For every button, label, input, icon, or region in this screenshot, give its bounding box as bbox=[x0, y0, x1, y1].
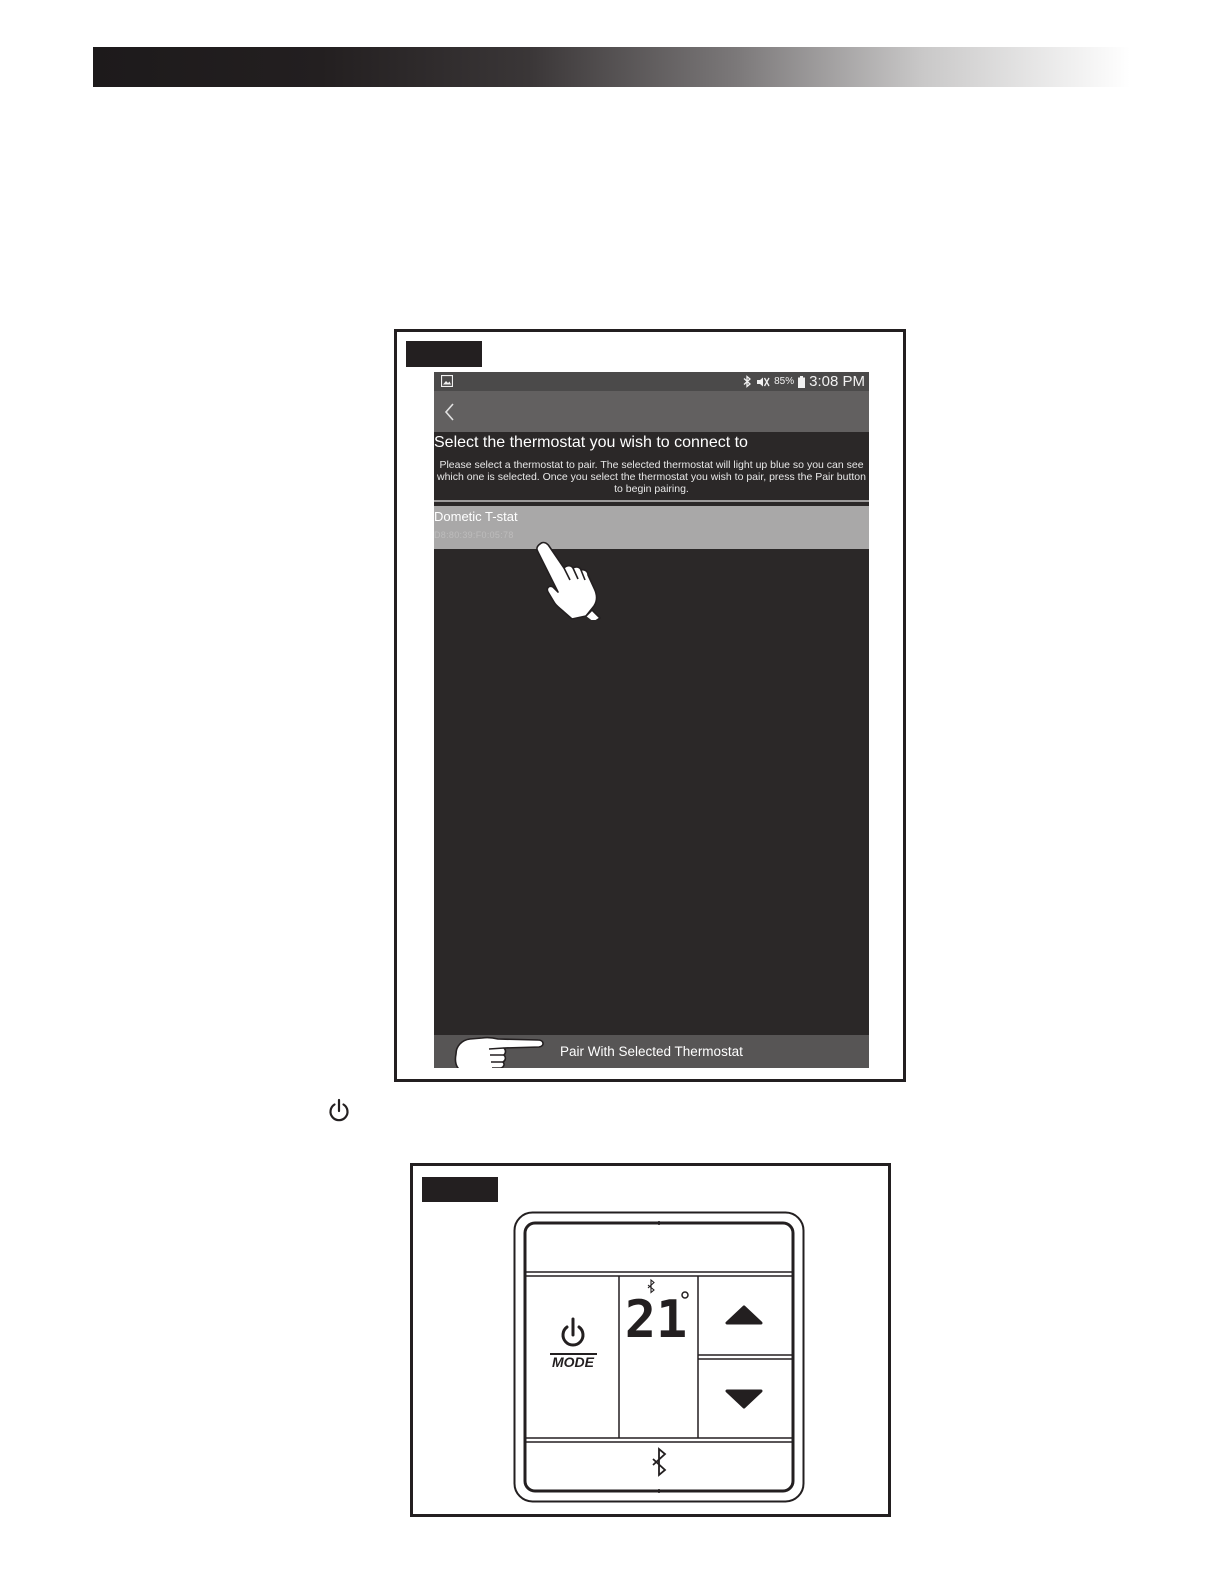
divider bbox=[434, 500, 869, 502]
device-list-item[interactable] bbox=[434, 506, 869, 549]
figure-label-tag bbox=[406, 341, 482, 367]
mode-label: MODE bbox=[552, 1354, 594, 1370]
battery-icon bbox=[798, 376, 805, 388]
phone-screen bbox=[434, 372, 869, 1068]
section-header-bar bbox=[93, 47, 1130, 87]
pair-button-label: Pair With Selected Thermostat bbox=[560, 1044, 743, 1059]
temperature-display: 21 bbox=[624, 1290, 688, 1350]
status-bar bbox=[434, 372, 869, 391]
image-icon bbox=[441, 375, 453, 387]
bluetooth-icon bbox=[743, 375, 752, 388]
screen-title: Select the thermostat you wish to connect to bbox=[434, 434, 748, 451]
back-arrow-icon[interactable] bbox=[437, 397, 463, 427]
mute-icon bbox=[756, 376, 770, 388]
pointing-hand-icon bbox=[534, 540, 604, 620]
pointing-hand-icon bbox=[452, 1032, 547, 1068]
device-name: Dometic T-stat bbox=[434, 509, 518, 524]
thermostat-panel bbox=[513, 1211, 805, 1503]
device-address: D8:80:39:F0:05:78 bbox=[434, 530, 514, 540]
figure-thermostat-drawing bbox=[410, 1163, 891, 1517]
power-icon bbox=[327, 1098, 351, 1124]
figure-label-tag bbox=[422, 1177, 498, 1202]
app-bar bbox=[434, 391, 869, 432]
battery-percent: 85% bbox=[774, 376, 795, 387]
screen-description: Please select a thermostat to pair. The selected thermostat will light up blue so you can see which one is selected. Once you select the thermostat you wish to pair, press the Pair button to begin pairing. bbox=[437, 459, 866, 495]
figure-phone-screenshot bbox=[394, 329, 906, 1082]
status-clock: 3:08 PM bbox=[809, 373, 865, 390]
